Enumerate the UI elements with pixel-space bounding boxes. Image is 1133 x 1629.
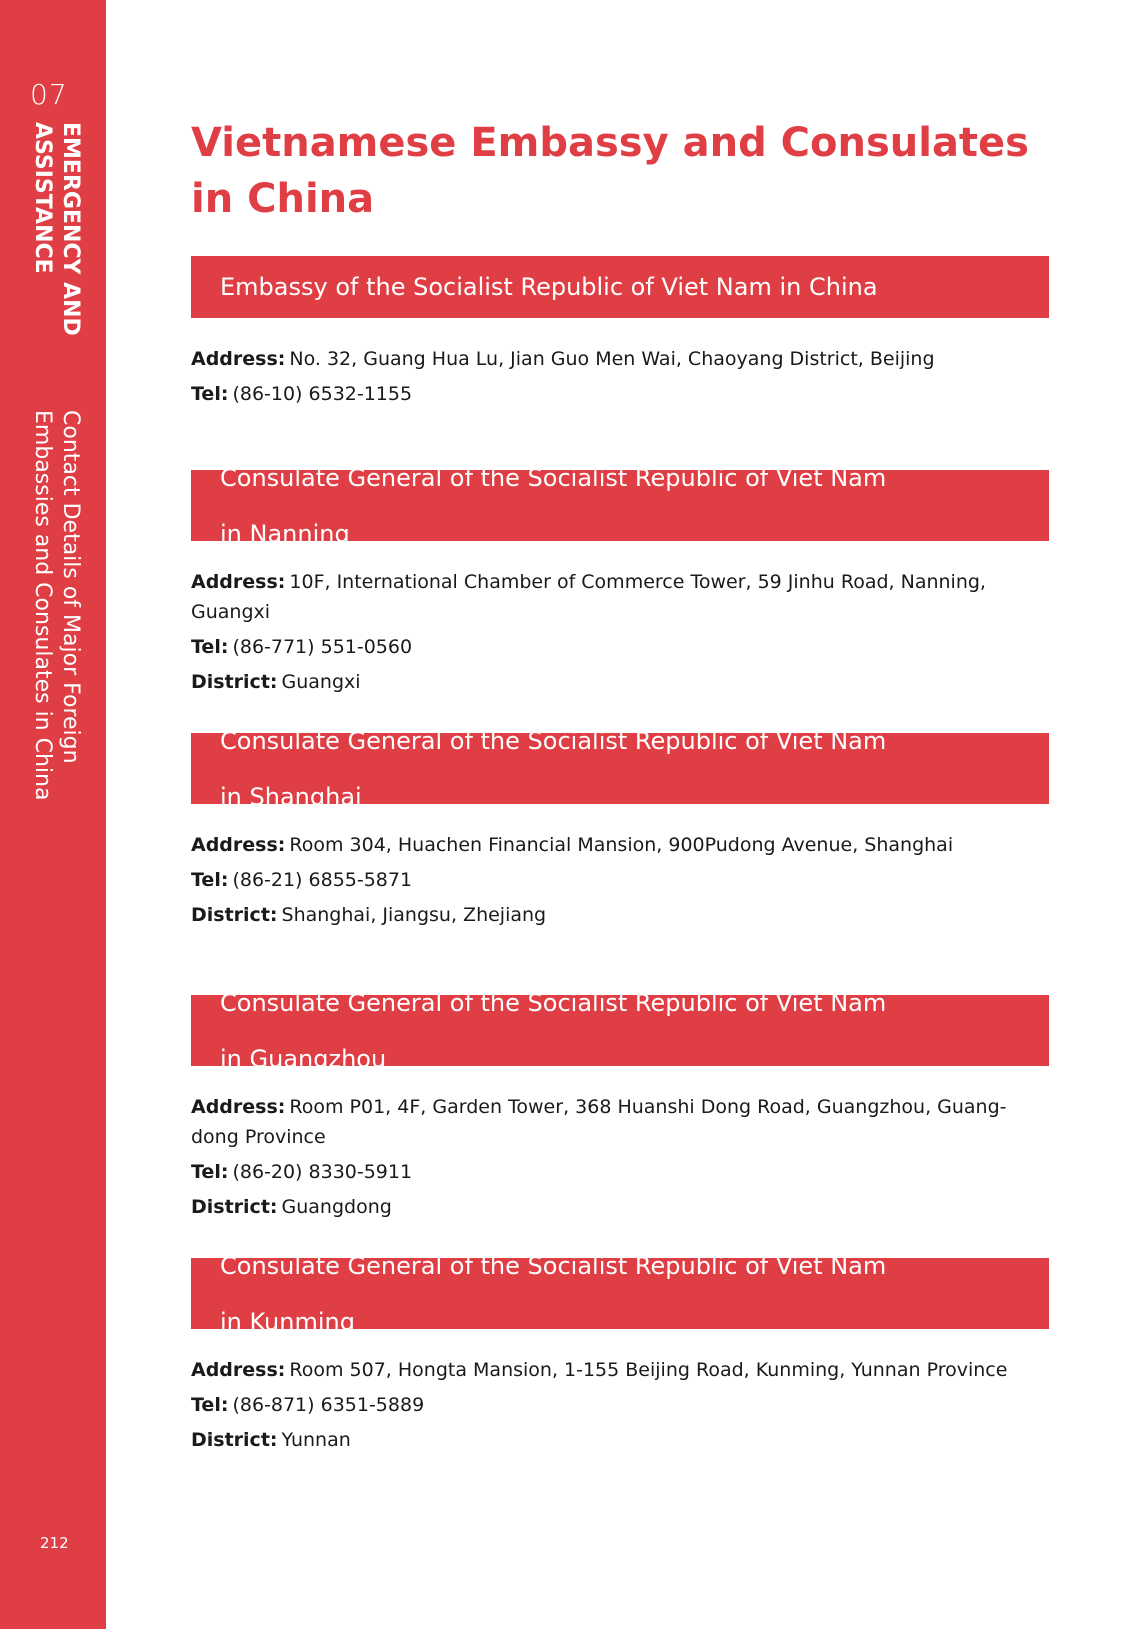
chapter-subtitle-line2: Embassies and Consulates in China: [30, 410, 55, 801]
contact-info: [191, 1092, 1049, 1222]
chapter-title: [28, 122, 84, 336]
district-value: Shanghai, Jiangsu, Zhejiang: [281, 904, 547, 926]
page-number: 212: [40, 1534, 69, 1552]
address-label: Address:: [191, 571, 286, 593]
heading-line2: in Shanghai: [220, 782, 362, 811]
heading-line1: Consulate General of the Socialist Republic of Viet Nam: [220, 1251, 887, 1280]
chapter-number: 07: [30, 78, 68, 111]
tel-value: (86-871) 6351-5889: [232, 1394, 425, 1416]
district-row: [191, 667, 1049, 697]
contact-info: [191, 344, 1049, 409]
heading-line1: Consulate General of the Socialist Republic of Viet Nam: [220, 463, 887, 492]
district-label: District:: [191, 904, 278, 926]
chapter-sidebar: [0, 0, 106, 1629]
heading-line2: in Kunming: [220, 1307, 355, 1336]
address-row: [191, 344, 1049, 374]
section-heading-text: [220, 1252, 886, 1336]
page-title: [191, 115, 1071, 227]
consulate-shanghai-section: [191, 726, 1049, 935]
consulate-nanning-section: [191, 463, 1049, 702]
heading-line2: in Guangzhou: [220, 1044, 387, 1073]
heading-line1: Consulate General of the Socialist Republic of Viet Nam: [220, 726, 887, 755]
district-label: District:: [191, 671, 278, 693]
chapter-subtitle: [28, 410, 84, 800]
tel-value: (86-20) 8330-5911: [232, 1161, 413, 1183]
section-heading-text: Embassy of the Socialist Republic of Viet Nam in China: [220, 273, 878, 301]
chapter-title-line1: EMERGENCY AND: [58, 122, 83, 336]
section-heading-text: [220, 989, 886, 1073]
address-value: 10F, International Chamber of Commerce Tower, 59 Jinhu Road, Nanning, Guangxi: [191, 571, 986, 623]
heading-line2: in Nanning: [220, 519, 350, 548]
page-title-line1: Vietnamese Embassy and Consulates: [191, 120, 1029, 166]
tel-value: (86-771) 551-0560: [232, 636, 413, 658]
address-label: Address:: [191, 1096, 286, 1118]
address-value: Room 507, Hongta Mansion, 1-155 Beijing Road, Kunming, Yunnan Province: [289, 1359, 1008, 1381]
consulate-guangzhou-section: [191, 988, 1049, 1227]
section-heading: [191, 463, 1049, 548]
district-value: Guangxi: [281, 671, 361, 693]
address-value: No. 32, Guang Hua Lu, Jian Guo Men Wai, Chaoyang District, Beijing: [289, 348, 935, 370]
chapter-title-line2: ASSISTANCE: [30, 122, 55, 274]
embassy-section: [191, 256, 1049, 414]
tel-value: (86-10) 6532-1155: [232, 383, 413, 405]
district-row: [191, 900, 1049, 930]
district-row: [191, 1192, 1049, 1222]
address-value: Room 304, Huachen Financial Mansion, 900Pudong Avenue, Shanghai: [289, 834, 954, 856]
tel-label: Tel:: [191, 383, 229, 405]
section-heading: [191, 726, 1049, 811]
address-row: [191, 1355, 1049, 1385]
section-heading-text: [220, 727, 886, 811]
district-label: District:: [191, 1196, 278, 1218]
tel-label: Tel:: [191, 1161, 229, 1183]
address-row: [191, 567, 1049, 627]
address-value: Room P01, 4F, Garden Tower, 368 Huanshi Dong Road, Guangzhou, Guang-dong Province: [191, 1096, 1007, 1148]
address-row: [191, 830, 1049, 860]
tel-label: Tel:: [191, 636, 229, 658]
address-label: Address:: [191, 348, 286, 370]
tel-label: Tel:: [191, 1394, 229, 1416]
tel-label: Tel:: [191, 869, 229, 891]
section-heading-text: [220, 464, 886, 548]
tel-row: [191, 379, 1049, 409]
contact-info: [191, 830, 1049, 930]
consulate-kunming-section: [191, 1251, 1049, 1460]
section-heading: [191, 1251, 1049, 1336]
address-label: Address:: [191, 1359, 286, 1381]
contact-info: [191, 1355, 1049, 1455]
tel-row: [191, 1157, 1049, 1187]
district-label: District:: [191, 1429, 278, 1451]
contact-info: [191, 567, 1049, 697]
address-label: Address:: [191, 834, 286, 856]
section-heading: [191, 256, 1049, 318]
section-heading: [191, 988, 1049, 1073]
tel-row: [191, 865, 1049, 895]
page-title-line2: in China: [191, 176, 375, 222]
district-value: Guangdong: [281, 1196, 392, 1218]
address-row: [191, 1092, 1049, 1152]
tel-value: (86-21) 6855-5871: [232, 869, 413, 891]
chapter-subtitle-line1: Contact Details of Major Foreign: [58, 410, 83, 764]
heading-line1: Consulate General of the Socialist Republic of Viet Nam: [220, 988, 887, 1017]
tel-row: [191, 632, 1049, 662]
district-value: Yunnan: [281, 1429, 351, 1451]
district-row: [191, 1425, 1049, 1455]
tel-row: [191, 1390, 1049, 1420]
